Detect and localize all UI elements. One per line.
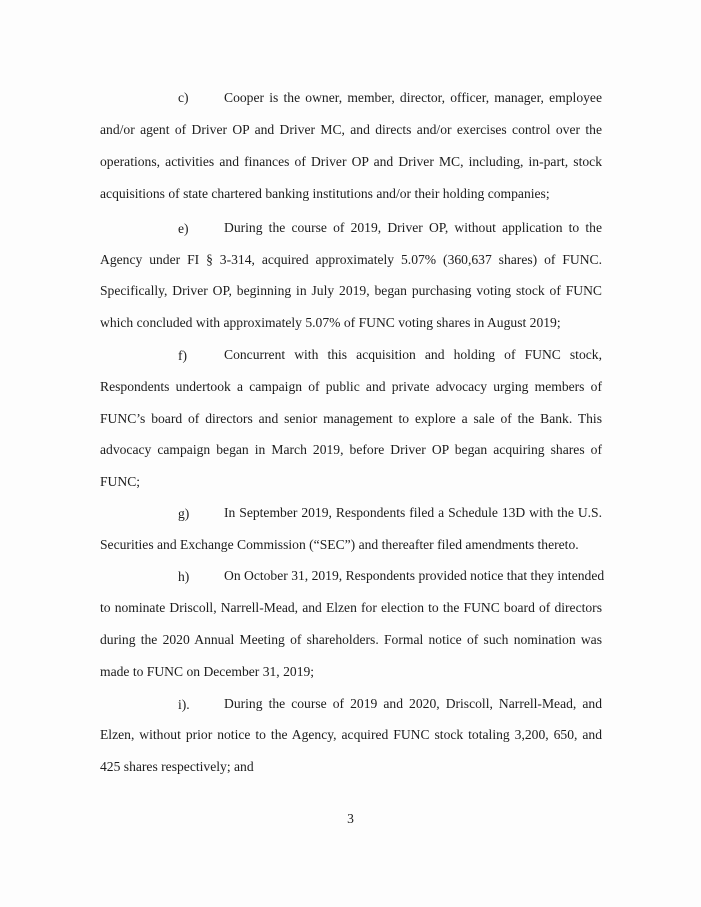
paragraph-line: FUNC;: [100, 474, 141, 489]
paragraph-line: which concluded with approximately 5.07% of FUNC voting shares in August 2019;: [100, 315, 561, 330]
paragraph-line: In September 2019, Respondents filed a Schedule 13D with the U.S.: [224, 505, 602, 520]
paragraph-line: made to FUNC on December 31, 2019;: [100, 664, 315, 679]
paragraph-marker: f): [178, 348, 188, 363]
paragraph-line: Concurrent with this acquisition and holding of FUNC stock,: [224, 347, 602, 362]
paragraph-line: Agency under FI § 3-314, acquired approximately 5.07% (360,637 shares) of FUNC.: [100, 252, 602, 267]
paragraph-line: during the 2020 Annual Meeting of shareholders. Formal notice of such nomination was: [100, 632, 602, 647]
paragraph-line: Elzen, without prior notice to the Agency, acquired FUNC stock totaling 3,200, 650, and: [100, 727, 602, 742]
paragraph-line: Cooper is the owner, member, director, officer, manager, employee: [224, 90, 602, 105]
paragraph-marker: c): [178, 90, 189, 105]
paragraph-line: Respondents undertook a campaign of public and private advocacy urging members of: [100, 379, 602, 394]
paragraph-line: During the course of 2019 and 2020, Driscoll, Narrell-Mead, and: [224, 696, 602, 711]
paragraph-marker: g): [178, 506, 190, 521]
page-number: 3: [347, 811, 354, 826]
paragraph-line: FUNC’s board of directors and senior management to explore a sale of the Bank. This: [100, 411, 602, 426]
paragraph-line: 425 shares respectively; and: [100, 759, 254, 774]
paragraph-line: advocacy campaign began in March 2019, before Driver OP began acquiring shares of: [100, 442, 602, 457]
paragraph-marker: i).: [178, 697, 190, 712]
paragraph-line: On October 31, 2019, Respondents provided notice that they intended: [224, 568, 605, 583]
paragraph-line: acquisitions of state chartered banking institutions and/or their holding companies;: [100, 186, 550, 201]
paragraph-marker: e): [178, 221, 189, 236]
paragraph-line: Securities and Exchange Commission (“SEC”) and thereafter filed amendments thereto.: [100, 537, 579, 552]
paragraph-marker: h): [178, 569, 190, 584]
paragraph-line: operations, activities and finances of Driver OP and Driver MC, including, in-part, stock: [100, 154, 602, 169]
paragraph-line: to nominate Driscoll, Narrell-Mead, and Elzen for election to the FUNC board of directors: [100, 600, 602, 615]
paragraph-line: Specifically, Driver OP, beginning in July 2019, began purchasing voting stock of FUNC: [100, 283, 602, 298]
paragraph-line: and/or agent of Driver OP and Driver MC, and directs and/or exercises control over the: [100, 122, 602, 137]
paragraph-line: During the course of 2019, Driver OP, without application to the: [224, 220, 602, 235]
